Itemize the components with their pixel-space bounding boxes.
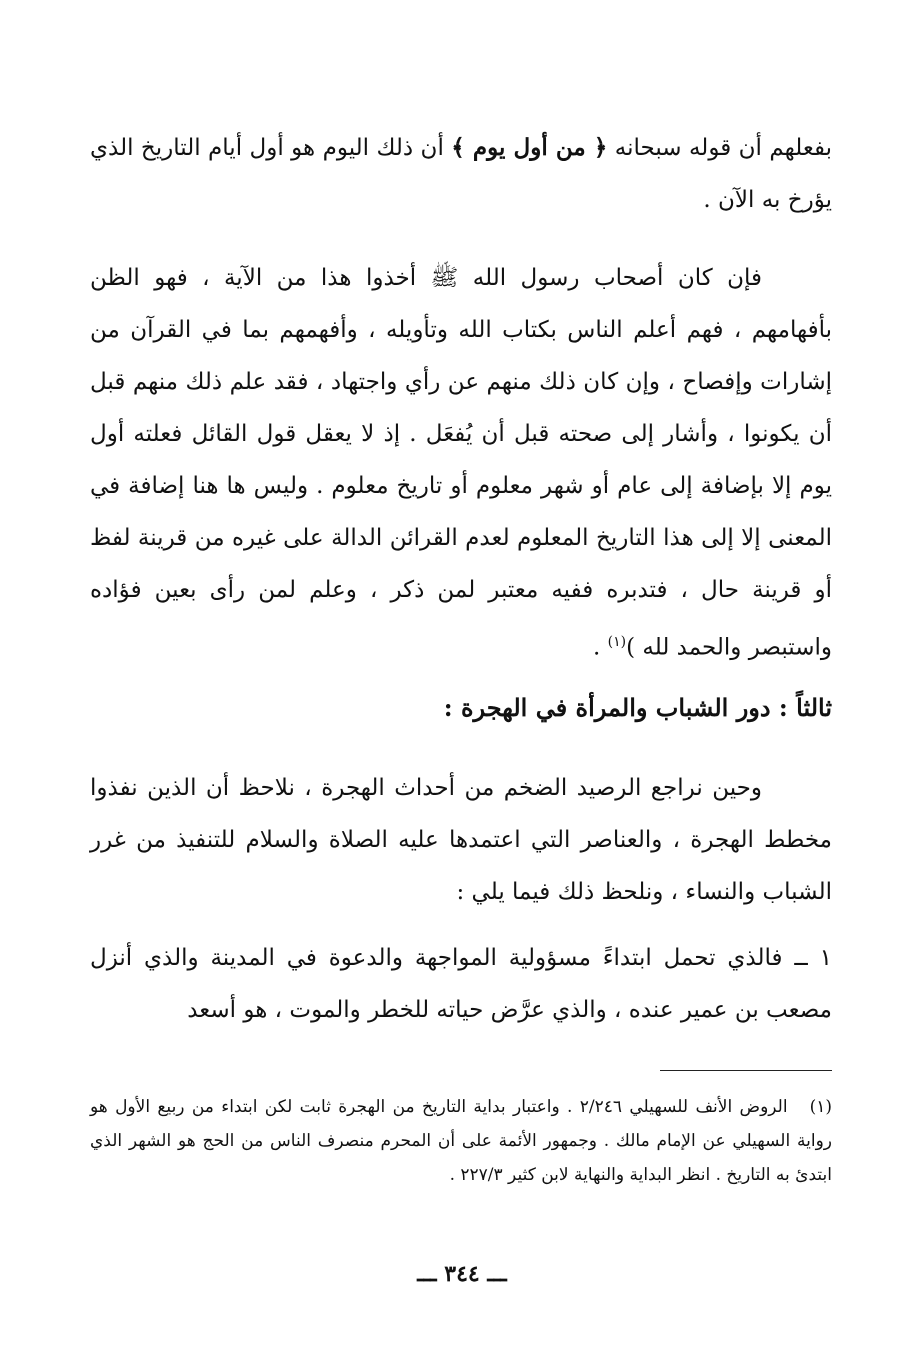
main-text-top bbox=[90, 122, 832, 674]
footnotes bbox=[90, 1090, 832, 1192]
main-text-bottom bbox=[90, 762, 832, 1036]
paragraph-1 bbox=[90, 122, 832, 226]
paragraph-2-end: . bbox=[593, 634, 608, 661]
paragraph-3: وحين نراجع الرصيد الضخم من أحداث الهجرة ، نلاحظ أن الذين نفذوا مخطط الهجرة ، والعناصر التي اعتمدها عليه الصلاة والسلام للتنفيذ من غرر الشباب والنساء ، ونلحظ ذلك فيما يلي : bbox=[90, 775, 832, 905]
quranic-quote: ﴿ من أول يوم ﴾ bbox=[451, 134, 608, 161]
footnote-1-number: (١) bbox=[809, 1097, 832, 1117]
footnote-1-text: الروض الأنف للسهيلي ٢/٢٤٦ . واعتبار بداية التاريخ من الهجرة ثابت لكن ابتداء من ربيع الأول هو رواية السهيلي عن الإمام مالك . وجمهور الأئمة على أن المحرم منصرف الناس من الحج هو الشهر الذي ابتدئ به التاريخ . انظر البداية والنهاية لابن كثير ٢٢٧/٣ . bbox=[90, 1097, 832, 1185]
section-heading: ثالثاً : دور الشباب والمرأة في الهجرة : bbox=[443, 693, 832, 722]
paragraph-2 bbox=[90, 252, 832, 674]
footnote-reference: (١) bbox=[607, 634, 627, 650]
paragraph-2-text: فإن كان أصحاب رسول الله ﷺ أخذوا هذا من الآية ، فهو الظن بأفهامهم ، فهم أعلم الناس بكتاب الله وتأويله ، وأفهمهم بما في القرآن من إشارات وإفصاح ، وإن كان ذلك منهم عن رأي واجتهاد ، فقد علم ذلك منهم قبل أن يكونوا ، وأشار إلى صحته قبل أن يُفعَل . إذ لا يعقل قول القائل فعلته أول يوم إلا بإضافة إلى عام أو شهر معلوم أو تاريخ معلوم . وليس ها هنا إضافة في المعنى إلا إلى هذا التاريخ المعلوم لعدم القرائن الدالة على غيره من قرينة لفظ أو قرينة حال ، فتدبره ففيه معتبر لمن ذكر ، وعلم لمن رأى بعين فؤاده واستبصر والحمد لله ) bbox=[90, 265, 832, 661]
list-item-1: ١ ــ فالذي تحمل ابتداءً مسؤولية المواجهة والدعوة في المدينة والذي أنزل مصعب بن عمير عنده ، والذي عرَّض حياته للخطر والموت ، هو أسعد bbox=[90, 945, 832, 1023]
footnote-separator bbox=[660, 1070, 832, 1071]
footnote-1 bbox=[90, 1090, 832, 1192]
paragraph-1-start: بفعلهم أن قوله سبحانه bbox=[607, 135, 832, 161]
page-number: ـــ ٣٤٤ ـــ bbox=[417, 1261, 507, 1287]
paragraph-1-end: أن ذلك اليوم هو أول أيام التاريخ الذي يؤرخ به الآن . bbox=[90, 135, 832, 213]
